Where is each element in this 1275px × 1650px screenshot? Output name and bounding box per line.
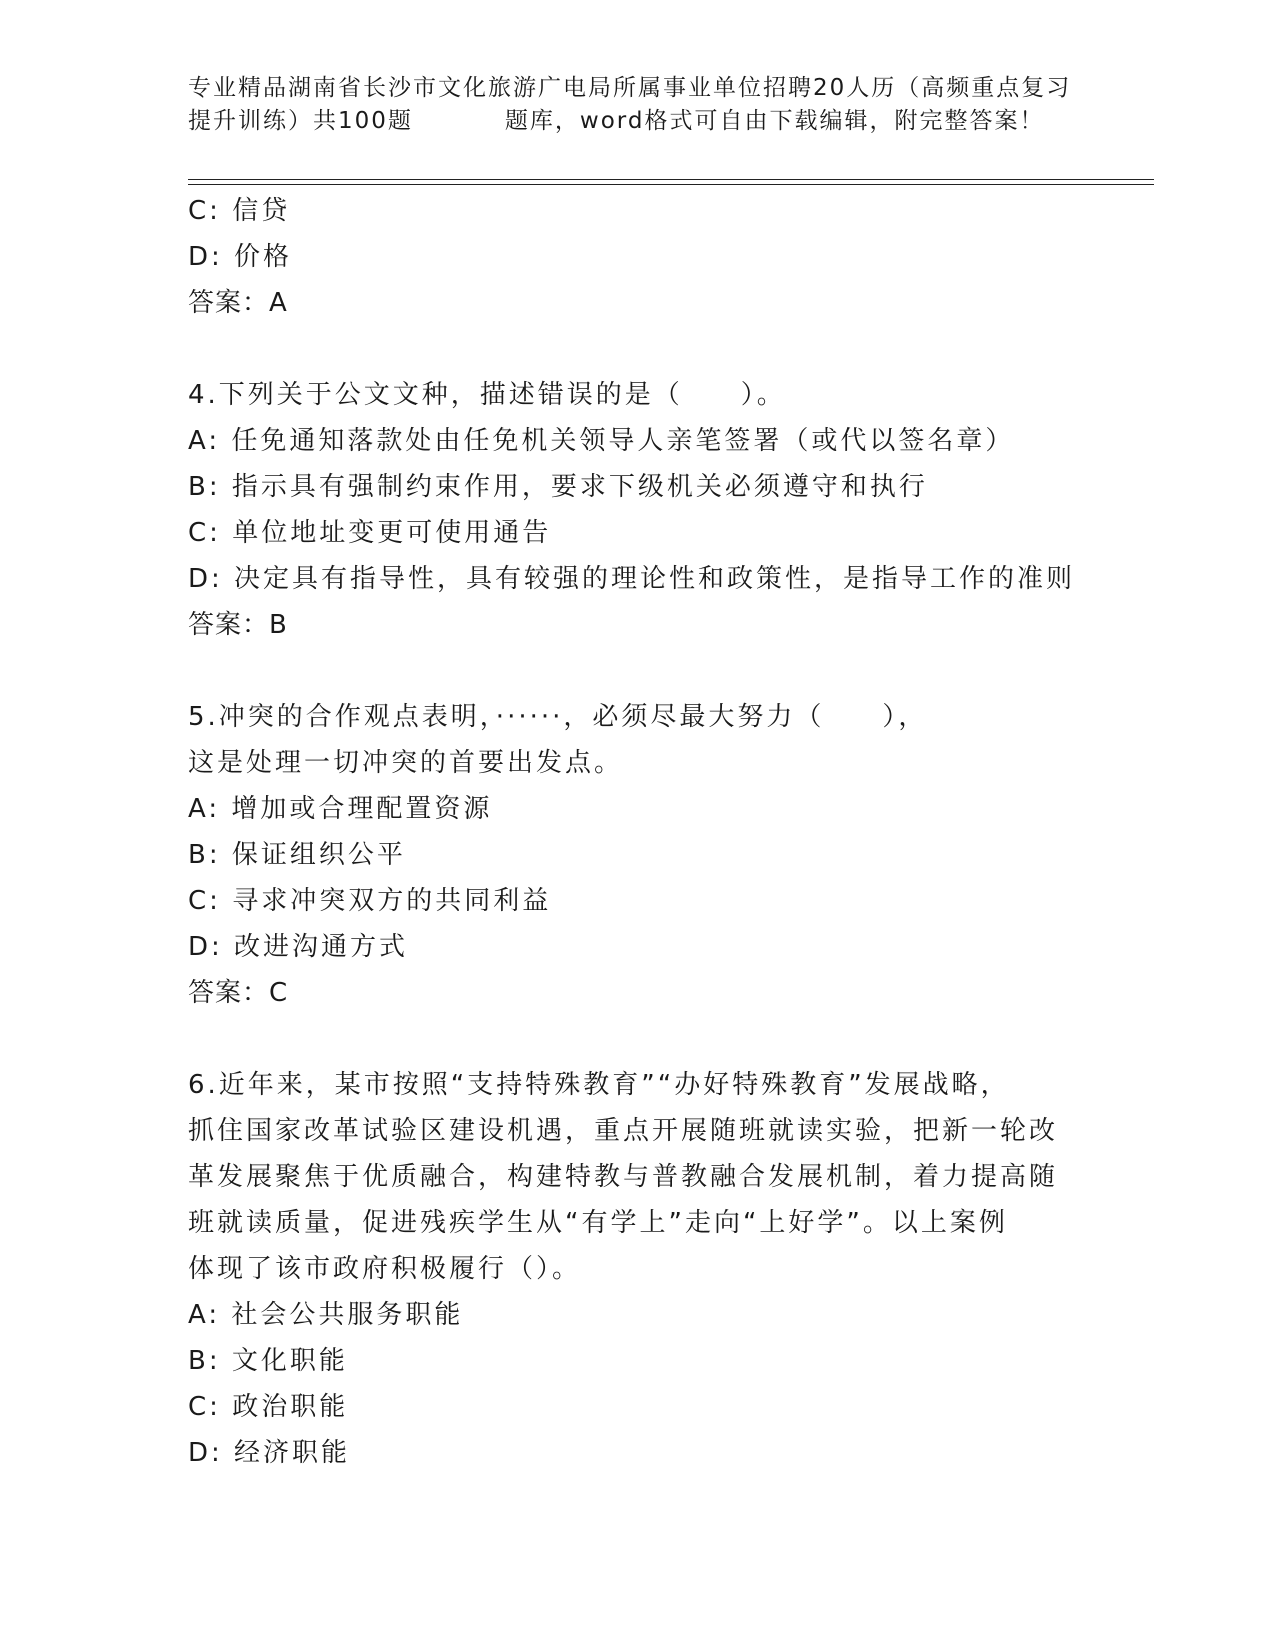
header-divider-bottom (188, 184, 1154, 185)
question-stem-line: 6.近年来，某市按照“支持特殊教育”“办好特殊教育”发展战略， (188, 1070, 1010, 1100)
question-6 (188, 1062, 1088, 1476)
question-stem-line: 5.冲突的合作观点表明，······，必须尽最大努力（ ）， (188, 702, 928, 732)
option-letter: D: (188, 564, 223, 594)
question-stem-line: 抓住国家改革试验区建设机遇，重点开展随班就读实验，把新一轮改 (188, 1116, 1059, 1146)
option-letter: A: (188, 794, 221, 824)
question-3-tail (188, 188, 1088, 326)
option-text: 改进沟通方式 (234, 932, 409, 962)
option-text: 指示具有强制约束作用，要求下级机关必须遵守和执行 (231, 472, 928, 502)
option-text: 信贷 (232, 196, 291, 226)
option-letter: C: (188, 518, 221, 548)
option-letter: D: (188, 932, 223, 962)
option-letter: B: (188, 472, 221, 502)
question-5 (188, 694, 1088, 1016)
question-stem-line: 班就读质量，促进残疾学生从“有学上”走向“上好学”。以上案例 (188, 1208, 1008, 1238)
option-text: 寻求冲突双方的共同利益 (232, 886, 552, 916)
header-line-2-left: 提升训练）共100题 (188, 108, 413, 134)
answer-line: 答案：C (188, 978, 289, 1008)
option-letter: C: (188, 196, 221, 226)
header-line-2 (188, 105, 1088, 138)
option-d (188, 924, 1088, 970)
option-c (188, 878, 1088, 924)
question-stem-line: 革发展聚焦于优质融合，构建特教与普教融合发展机制，着力提高随 (188, 1162, 1059, 1192)
option-text: 政治职能 (232, 1392, 349, 1422)
option-text: 经济职能 (234, 1438, 351, 1468)
option-c (188, 188, 1088, 234)
option-text: 保证组织公平 (231, 840, 406, 870)
option-letter: A: (188, 426, 221, 456)
option-letter: D: (188, 1438, 223, 1468)
document-header (188, 72, 1088, 138)
answer-line: 答案：A (188, 288, 288, 318)
option-text: 单位地址变更可使用通告 (232, 518, 552, 548)
option-letter: A: (188, 1300, 221, 1330)
option-text: 社会公共服务职能 (231, 1300, 464, 1330)
option-b (188, 464, 1088, 510)
option-text: 增加或合理配置资源 (231, 794, 493, 824)
option-d (188, 234, 1088, 280)
option-text: 任免通知落款处由任免机关领导人亲笔签署（或代以签名章） (231, 426, 1015, 456)
option-d (188, 1430, 1088, 1476)
question-stem-line: 体现了该市政府积极履行（）。 (188, 1254, 582, 1284)
option-letter: C: (188, 1392, 221, 1422)
option-letter: C: (188, 886, 221, 916)
option-letter: B: (188, 840, 221, 870)
option-letter: B: (188, 1346, 221, 1376)
option-text: 文化职能 (231, 1346, 348, 1376)
question-stem: 4.下列关于公文文种，描述错误的是（ ）。 (188, 380, 786, 410)
header-divider-top (188, 179, 1154, 180)
question-4 (188, 372, 1088, 648)
option-text: 决定具有指导性，具有较强的理论性和政策性，是指导工作的准则 (234, 564, 1076, 594)
header-line-2-right: 题库，word格式可自由下载编辑，附完整答案！ (504, 108, 1045, 134)
header-line-1: 专业精品湖南省长沙市文化旅游广电局所属事业单位招聘20人历（高频重点复习 (188, 75, 1072, 101)
option-c (188, 1384, 1088, 1430)
question-stem-line: 这是处理一切冲突的首要出发点。 (188, 748, 624, 778)
question-content (188, 188, 1088, 1476)
option-letter: D: (188, 242, 223, 272)
option-c (188, 510, 1088, 556)
answer-line: 答案：B (188, 610, 288, 640)
option-a (188, 786, 1088, 832)
option-a (188, 1292, 1088, 1338)
option-d (188, 556, 1088, 602)
option-text: 价格 (234, 242, 293, 272)
option-b (188, 1338, 1088, 1384)
option-b (188, 832, 1088, 878)
option-a (188, 418, 1088, 464)
